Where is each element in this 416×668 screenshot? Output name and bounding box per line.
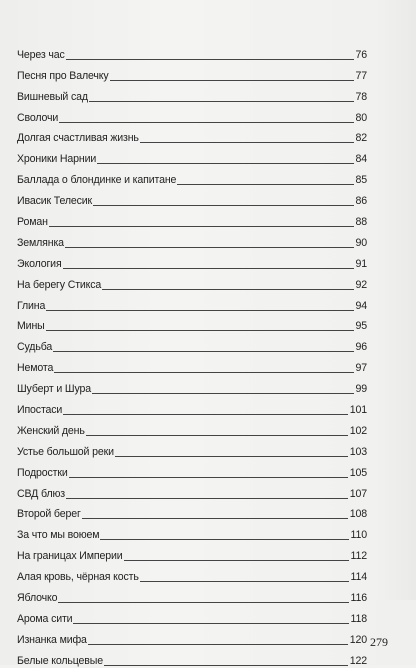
toc-entry <box>17 584 367 605</box>
toc-entry-page: 92 <box>355 278 367 291</box>
toc-entry-title: Долгая счастливая жизнь <box>17 132 139 145</box>
toc-entry <box>17 166 367 187</box>
toc-entry-page: 105 <box>349 466 367 479</box>
toc-entry-page: 77 <box>355 69 367 82</box>
toc-leader-line <box>65 247 354 248</box>
toc-entry-title: На границах Империи <box>17 550 123 563</box>
toc-leader-line <box>115 456 348 457</box>
toc-leader-line <box>73 623 348 624</box>
toc-entry-page: 82 <box>355 132 367 145</box>
toc-entry-title: Через час <box>17 48 65 61</box>
toc-entry-page: 80 <box>355 111 367 124</box>
toc-entry-title: Судьба <box>17 341 53 354</box>
toc-entry-page: 118 <box>350 612 367 625</box>
toc-leader-line <box>53 351 353 352</box>
toc-entry <box>17 542 367 563</box>
toc-entry <box>17 396 367 417</box>
toc-leader-line <box>140 142 354 143</box>
toc-entry <box>17 104 367 125</box>
page-number: 279 <box>370 635 388 649</box>
toc-entry-page: 84 <box>355 153 367 166</box>
toc-entry <box>17 438 367 459</box>
toc-entry <box>17 417 367 438</box>
toc-entry-title: Глина <box>17 299 46 312</box>
toc-entry-page: 97 <box>355 362 367 375</box>
toc-leader-line <box>124 560 349 561</box>
toc-leader-line <box>100 539 348 540</box>
toc-leader-line <box>46 330 354 331</box>
toc-entry <box>17 313 367 334</box>
toc-entry <box>17 229 367 250</box>
toc-leader-line <box>59 122 353 123</box>
toc-leader-line <box>93 205 353 206</box>
toc-entry-title: СВД блюз <box>17 487 65 500</box>
toc-leader-line <box>89 101 354 102</box>
toc-entry-title: Яблочко <box>17 592 58 605</box>
toc-entry <box>17 187 367 208</box>
toc-entry-page: 91 <box>355 257 367 270</box>
toc-entry <box>17 480 367 501</box>
toc-leader-line <box>49 226 354 227</box>
toc-leader-line <box>88 644 348 645</box>
toc-entry-title: Устье большой реки <box>17 445 114 458</box>
toc-entry-title: Баллада о блондинке и капитане <box>17 174 177 187</box>
toc-entry-title: Подростки <box>17 466 68 479</box>
toc-entry <box>17 271 367 292</box>
toc-leader-line <box>63 268 354 269</box>
toc-entry-title: Сволочи <box>17 111 59 124</box>
toc-entry-title: Второй берег <box>17 508 81 521</box>
toc-entry-title: Алая кровь, чёрная кость <box>17 571 139 584</box>
toc-entry-title: Мины <box>17 320 45 333</box>
toc-entry-page: 120 <box>349 633 367 646</box>
toc-entry <box>17 605 367 626</box>
toc-entry-page: 94 <box>355 299 367 312</box>
toc-entry <box>17 292 367 313</box>
toc-entry-page: 103 <box>349 445 367 458</box>
toc-entry <box>17 626 367 647</box>
toc-entry-title: Женский день <box>17 424 85 437</box>
toc-entry-page: 108 <box>349 508 367 521</box>
toc-entry-page: 102 <box>349 424 367 437</box>
toc-leader-line <box>97 163 353 164</box>
toc-entry-title: Изнанка мифа <box>17 633 87 646</box>
toc-entry <box>17 62 367 83</box>
toc-entry-page: 95 <box>355 320 367 333</box>
toc-entry-title: Роман <box>17 216 48 229</box>
toc-entry-title: Ивасик Телесик <box>17 195 93 208</box>
toc-entry-title: Белые кольцевые <box>17 654 103 667</box>
toc-entry-title: Хроники Нарнии <box>17 153 97 166</box>
toc-leader-line <box>102 289 353 290</box>
toc-entry <box>17 563 367 584</box>
toc-leader-line <box>177 184 353 185</box>
toc-entry <box>17 333 367 354</box>
toc-entry-page: 122 <box>349 654 367 667</box>
toc-leader-line <box>54 372 353 373</box>
toc-entry-title: За что мы воюем <box>17 529 100 542</box>
toc-entry-page: 85 <box>355 174 367 187</box>
toc-entry-title: Вишневый сад <box>17 90 88 103</box>
toc-entry <box>17 145 367 166</box>
toc-entry-page: 76 <box>355 48 367 61</box>
page-bleed-shadow <box>378 0 416 600</box>
toc-entry-title: Немота <box>17 362 54 375</box>
toc-entry-page: 110 <box>350 529 367 542</box>
toc-entry-page: 88 <box>355 216 367 229</box>
toc-leader-line <box>92 393 354 394</box>
toc-entry-title: Песня про Валечку <box>17 69 109 82</box>
toc-leader-line <box>86 435 348 436</box>
toc-leader-line <box>46 310 353 311</box>
toc-entry <box>17 375 367 396</box>
toc-entry-page: 107 <box>349 487 367 500</box>
table-of-contents <box>17 41 367 668</box>
toc-entry <box>17 208 367 229</box>
toc-entry-page: 90 <box>355 236 367 249</box>
toc-entry-title: На берегу Стикса <box>17 278 102 291</box>
toc-entry <box>17 459 367 480</box>
toc-entry-title: Шуберт и Шура <box>17 383 92 396</box>
toc-entry <box>17 354 367 375</box>
toc-leader-line <box>140 581 349 582</box>
toc-entry-page: 86 <box>355 195 367 208</box>
toc-leader-line <box>82 518 348 519</box>
toc-entry-title: Экология <box>17 257 62 270</box>
toc-leader-line <box>110 80 354 81</box>
toc-entry-title: Землянка <box>17 236 64 249</box>
toc-entry-page: 112 <box>350 550 367 563</box>
toc-leader-line <box>58 602 348 603</box>
toc-entry-page: 96 <box>355 341 367 354</box>
toc-leader-line <box>66 59 354 60</box>
toc-entry-page: 101 <box>349 404 367 417</box>
toc-entry <box>17 41 367 62</box>
toc-entry <box>17 83 367 104</box>
toc-entry-page: 78 <box>355 90 367 103</box>
toc-entry <box>17 250 367 271</box>
toc-leader-line <box>69 477 348 478</box>
toc-entry-page: 116 <box>350 592 367 605</box>
toc-entry <box>17 521 367 542</box>
toc-entry-page: 114 <box>350 571 367 584</box>
toc-entry-page: 99 <box>355 383 367 396</box>
toc-leader-line <box>63 414 348 415</box>
toc-entry-title: Ипостаси <box>17 404 63 417</box>
toc-entry <box>17 125 367 146</box>
toc-entry <box>17 501 367 522</box>
toc-leader-line <box>66 498 348 499</box>
toc-entry-title: Арома сити <box>17 612 73 625</box>
